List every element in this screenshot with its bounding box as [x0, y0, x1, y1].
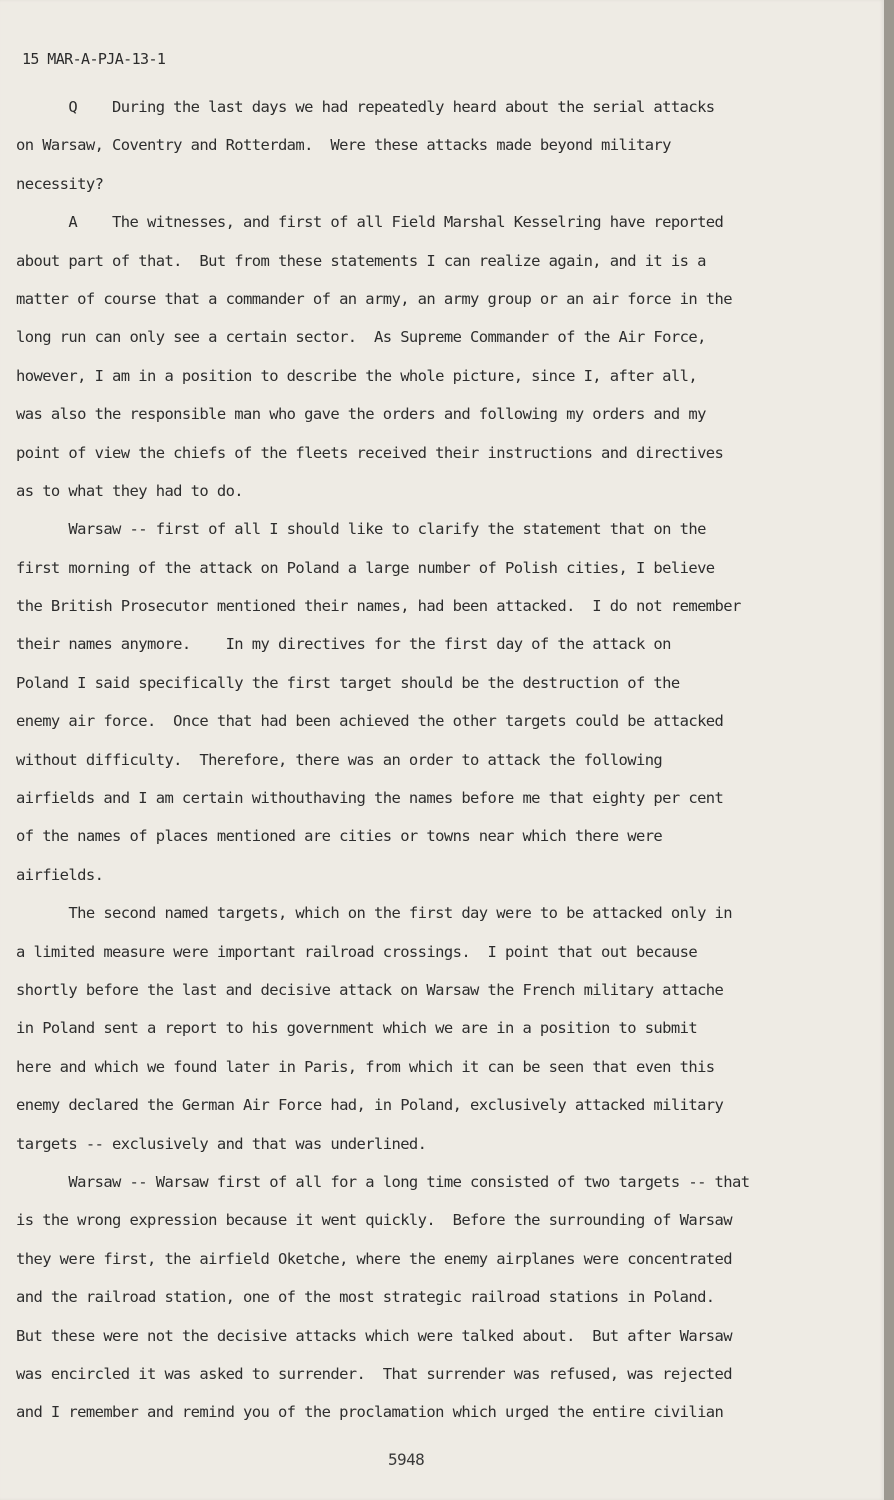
text-line: Warsaw -- Warsaw first of all for a long time consisted of two targets -- that	[16, 1172, 750, 1191]
text-line: necessity?	[16, 174, 104, 193]
text-line: on Warsaw, Coventry and Rotterdam. Were these attacks made beyond military	[16, 136, 671, 155]
text-line: and I remember and remind you of the proclamation which urged the entire civilian	[16, 1403, 724, 1422]
text-line: The second named targets, which on the first day were to be attacked only in	[16, 904, 733, 923]
text-line: airfields and I am certain withouthaving the names before me that eighty per cent	[16, 789, 724, 808]
text-line: here and which we found later in Paris, from which it can be seen that even this	[16, 1057, 715, 1076]
text-line: the British Prosecutor mentioned their names, had been attacked. I do not remember	[16, 597, 741, 616]
text-line: was also the responsible man who gave the orders and following my orders and my	[16, 405, 706, 424]
text-line: targets -- exclusively and that was underlined.	[16, 1134, 427, 1153]
text-line: about part of that. But from these statements I can realize again, and it is a	[16, 251, 706, 270]
text-line: of the names of places mentioned are cities or towns near which there were	[16, 827, 663, 846]
text-line: Warsaw -- first of all I should like to clarify the statement that on the	[16, 520, 706, 539]
page-number: 5948	[388, 1450, 425, 1469]
page-edge	[884, 0, 894, 1500]
text-line: enemy declared the German Air Force had, in Poland, exclusively attacked military	[16, 1096, 724, 1115]
text-line: was encircled it was asked to surrender. That surrender was refused, was rejected	[16, 1364, 733, 1383]
text-line: shortly before the last and decisive attack on Warsaw the French military attache	[16, 980, 724, 999]
text-line: point of view the chiefs of the fleets received their instructions and directives	[16, 443, 724, 462]
text-line: is the wrong expression because it went quickly. Before the surrounding of Warsaw	[16, 1211, 733, 1230]
text-line: enemy air force. Once that had been achieved the other targets could be attacked	[16, 712, 724, 731]
document-id: 15 MAR-A-PJA-13-1	[22, 50, 166, 68]
text-line: Q During the last days we had repeatedly heard about the serial attacks	[16, 98, 715, 116]
text-line: But these were not the decisive attacks which were talked about. But after Warsaw	[16, 1326, 733, 1345]
transcript-body	[16, 88, 846, 1432]
text-line: in Poland sent a report to his government which we are in a position to submit	[16, 1019, 698, 1038]
text-line: airfields.	[16, 865, 104, 884]
text-line: and the railroad station, one of the most strategic railroad stations in Poland.	[16, 1288, 715, 1307]
text-line: a limited measure were important railroad crossings. I point that out because	[16, 942, 698, 961]
text-line: as to what they had to do.	[16, 481, 244, 500]
text-line: however, I am in a position to describe the whole picture, since I, after all,	[16, 366, 698, 385]
text-line: first morning of the attack on Poland a large number of Polish cities, I believe	[16, 558, 715, 577]
text-line: without difficulty. Therefore, there was an order to attack the following	[16, 750, 663, 769]
text-line: A The witnesses, and first of all Field Marshal Kesselring have reported	[16, 213, 724, 232]
text-line: matter of course that a commander of an army, an army group or an air force in the	[16, 289, 733, 308]
text-line: their names anymore. In my directives for the first day of the attack on	[16, 635, 671, 654]
text-line: they were first, the airfield Oketche, where the enemy airplanes were concentrated	[16, 1249, 733, 1268]
text-line: Poland I said specifically the first target should be the destruction of the	[16, 673, 680, 692]
text-line: long run can only see a certain sector. As Supreme Commander of the Air Force,	[16, 328, 706, 347]
